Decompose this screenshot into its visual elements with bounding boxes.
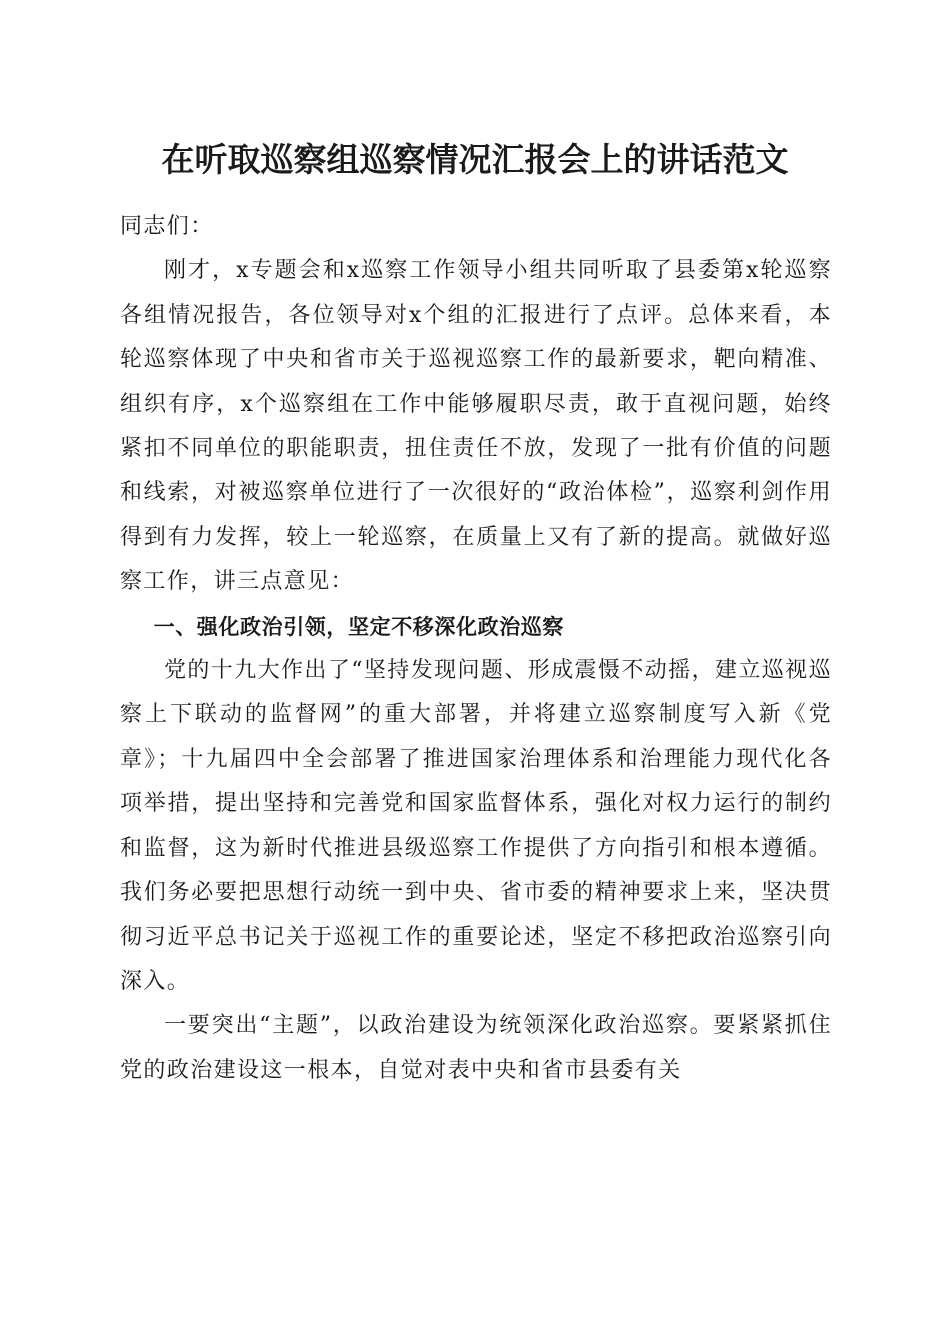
paragraph-section-1: 党的十九大作出了“坚持发现问题、形成震慑不动摇，建立巡视巡察上下联动的监督网”的重大部署，并将建立巡察制度写入新《党章》；十九届四中全会部署了推进国家治理体系和治理能力现代化各项举措，提出坚持和完善党和国家监督体系，强化对权力运行的制约和监督，这为新时代推进县级巡察工作提供了方向指引和根本遵循。我们务必要把思想行动统一到中央、省市委的精神要求上来，坚决贯彻习近平总书记关于巡视工作的重要论述，坚定不移把政治巡察引向深入。	[120, 658, 832, 994]
salutation: 同志们：	[120, 214, 214, 239]
paragraph-point-1: 一要突出“主题”，以政治建设为统领深化政治巡察。要紧紧抓住党的政治建设这一根本，自觉对表中央和省市县委有关	[120, 1013, 832, 1083]
document-body	[120, 205, 832, 1093]
paragraph-opening: 刚才，x专题会和x巡察工作领导小组共同听取了县委第x轮巡察各组情况报告，各位领导对x个组的汇报进行了点评。总体来看，本轮巡察体现了中央和省市关于巡视巡察工作的最新要求，靶向精准、组织有序，x个巡察组在工作中能够履职尽责，敢于直视问题，始终紧扣不同单位的职能职责，扭住责任不放，发现了一批有价值的问题和线索，对被巡察单位进行了一次很好的“政治体检”，巡察利剑作用得到有力发挥，较上一轮巡察，在质量上又有了新的提高。就做好巡察工作，讲三点意见：	[120, 258, 832, 595]
section-heading-1: 一、强化政治引领，坚定不移深化政治巡察	[153, 614, 564, 639]
document-title: 在听取巡察组巡察情况汇报会上的讲话范文	[161, 140, 789, 179]
